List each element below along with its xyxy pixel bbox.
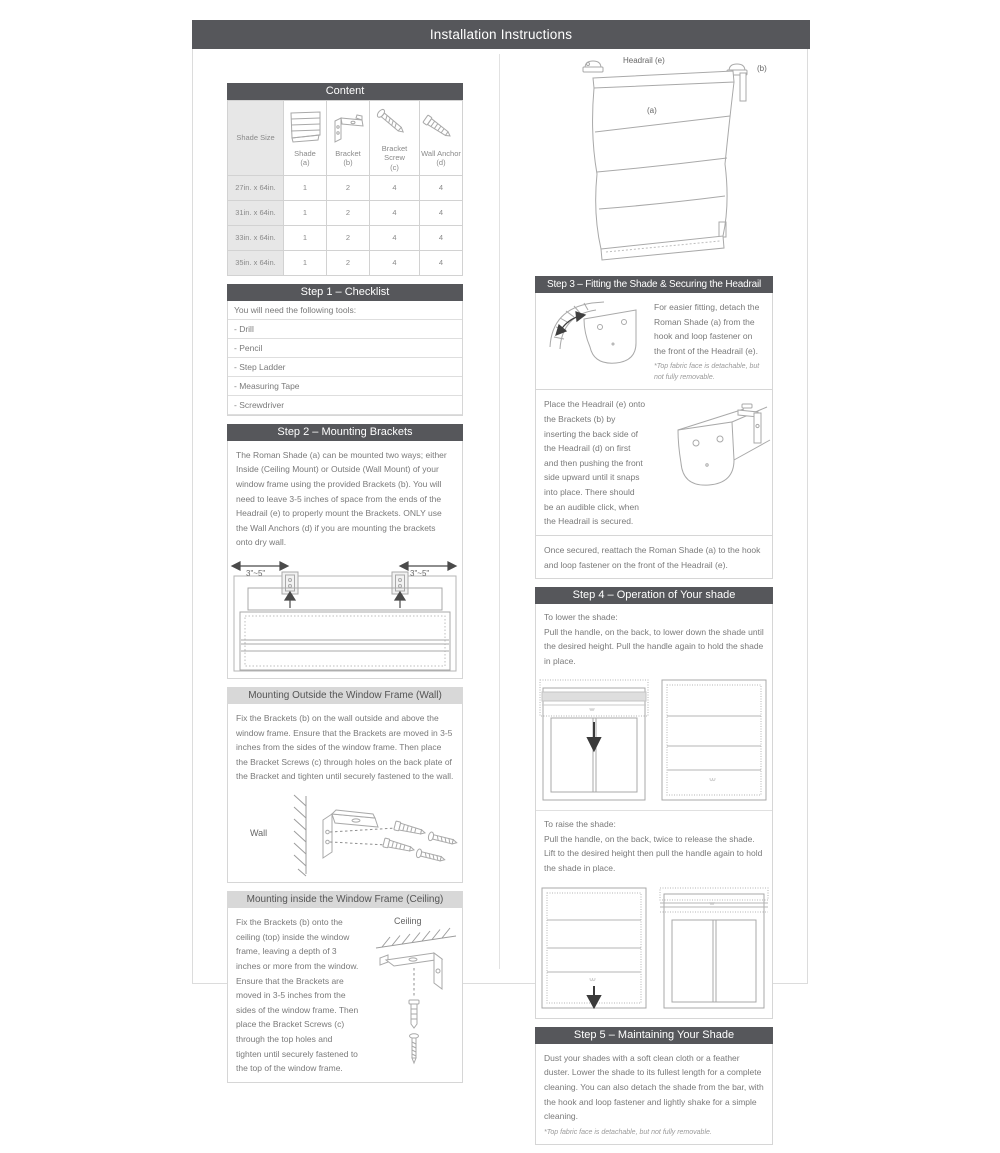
checklist-intro: You will need the following tools: (228, 301, 462, 320)
step1-title: Step 1 – Checklist (227, 284, 463, 301)
column-divider (499, 54, 500, 969)
step3-section (535, 276, 773, 579)
checklist-item: - Measuring Tape (228, 377, 462, 396)
step5-section (535, 1027, 773, 1146)
bracket-b-label: (b) (757, 64, 767, 73)
shade-a-label: (a) (647, 106, 657, 115)
cell-value: 4 (420, 200, 463, 225)
wall-anchor-icon (421, 138, 461, 147)
bracket-screw-column-header: Bracket Screw (c) (370, 101, 420, 176)
step3-detach-text: For easier fitting, detach the Roman Shade (a) from the hook and loop fastener on the front of the Headrail (e). (654, 302, 760, 356)
row-size: 35in. x 64in. (228, 250, 284, 275)
shade-size-header: Shade Size (228, 101, 284, 176)
cell-value: 4 (370, 200, 420, 225)
page-title: Installation Instructions (192, 20, 810, 49)
raise-heading: To raise the shade: (536, 810, 772, 831)
step2-section (227, 424, 463, 679)
step4-title: Step 4 – Operation of Your shade (535, 587, 773, 604)
step4-section (535, 587, 773, 1019)
step2-body: The Roman Shade (a) can be mounted two ways; either Inside (Ceiling Mount) or Outside (Wall Mount) of your window frame using the provided Brackets (b). You will need to leave 3-5 inches of space from the ends of the Headrail (e) to properly mount the Brackets. ONLY use the Wall Anchors (d) if you are mounting the brackets onto dry wall. (236, 449, 447, 548)
gap-label-left: 3"~5" (246, 569, 266, 579)
step5-title: Step 5 – Maintaining Your Shade (535, 1027, 773, 1044)
checklist-item: - Step Ladder (228, 358, 462, 377)
bracket-spacing-diagram (228, 556, 462, 678)
place-headrail-diagram (654, 390, 772, 534)
table-row (228, 250, 463, 275)
instruction-sheet (192, 20, 808, 1136)
ceiling-label: Ceiling (394, 916, 422, 927)
step5-body: Dust your shades with a soft clean cloth or a feather duster. Lower the shade to its fullest length for a complete cleaning. You can also detach the shade from the bar, with the hook and loop fastener and lightly shake for a simple cleaning. (544, 1052, 764, 1122)
cell-value: 1 (284, 200, 327, 225)
content-table (227, 100, 463, 276)
window-shade-raised-arrow-diagram (538, 678, 650, 804)
checklist-item: - Screwdriver (228, 396, 462, 415)
right-column (535, 54, 773, 1153)
left-column (227, 83, 463, 1091)
cell-value: 4 (370, 250, 420, 275)
lower-heading: To lower the shade: (544, 612, 618, 623)
detach-shade-diagram (536, 293, 646, 389)
window-shade-lowered-arrow-diagram (538, 886, 650, 1012)
table-header-row (228, 101, 463, 176)
step5-note: *Top fabric face is detachable, but not fully removable. (544, 1128, 712, 1136)
content-section-title: Content (227, 83, 463, 100)
window-shade-raised-diagram (658, 886, 770, 1012)
cell-value: 4 (370, 225, 420, 250)
lower-text: Pull the handle, on the back, to lower down the shade until the desired height. Pull the handle again to hold the shade in place. (544, 626, 764, 666)
gap-label-right: 3"~5" (410, 569, 430, 579)
table-row (228, 225, 463, 250)
cell-value: 2 (327, 250, 370, 275)
step3-detach-note: *Top fabric face is detachable, but not fully removable. (654, 363, 760, 381)
raise-diagrams (536, 882, 772, 1018)
step3-title: Step 3 – Fitting the Shade & Securing the Headrail (535, 276, 773, 293)
cell-value: 1 (284, 225, 327, 250)
ceiling-mount-title: Mounting inside the Window Frame (Ceiling) (227, 891, 463, 908)
wall-mount-title: Mounting Outside the Window Frame (Wall) (227, 687, 463, 704)
wall-mount-diagram (228, 790, 462, 882)
ceiling-mount-diagram (368, 908, 462, 1082)
table-row (228, 200, 463, 225)
row-size: 33in. x 64in. (228, 225, 284, 250)
bracket-icon (328, 138, 368, 147)
checklist-item: - Drill (228, 320, 462, 339)
wall-anchor-column-header: Wall Anchor (d) (420, 101, 463, 176)
cell-value: 4 (420, 175, 463, 200)
cell-value: 2 (327, 175, 370, 200)
window-shade-lowered-diagram (658, 678, 770, 804)
row-size: 31in. x 64in. (228, 200, 284, 225)
table-row (228, 175, 463, 200)
step1-section (227, 284, 463, 416)
step3-place-text: Place the Headrail (e) onto the Brackets (b) by inserting the back side of the Headrail (d) on first and then pushing the front side upward until it snaps into place. There should be an audible click, when the Headrail is secured. (544, 399, 646, 527)
shade-icon (285, 138, 325, 147)
raise-text: Pull the handle, on the back, twice to release the shade. Lift to the desired height then pull the handle again to hold the shade in place. (544, 833, 763, 874)
shade-column-header: Shade (a) (284, 101, 327, 176)
bracket-column-header: Bracket (b) (327, 101, 370, 176)
row-size: 27in. x 64in. (228, 175, 284, 200)
ceiling-mount-body: Fix the Brackets (b) onto the ceiling (top) inside the window frame, leaving a depth of 3 inches or more from the window. Ensure that the Brackets are moved in 3-5 inches from the sides of the window frame. Then place the Bracket Screws (c) through the top holes and tighten until securely fastened to the top of the window frame. (236, 917, 359, 1074)
wall-mount-section (227, 687, 463, 883)
wall-label: Wall (250, 828, 268, 839)
cell-value: 4 (370, 175, 420, 200)
cell-value: 2 (327, 200, 370, 225)
step2-title: Step 2 – Mounting Brackets (227, 424, 463, 441)
lower-diagrams (536, 674, 772, 810)
headrail-label: Headrail (e) (623, 56, 665, 65)
cell-value: 2 (327, 225, 370, 250)
bracket-screw-icon (375, 133, 415, 142)
ceiling-mount-section (227, 891, 463, 1083)
checklist-item: - Pencil (228, 339, 462, 358)
shade-overview-diagram (535, 54, 773, 268)
content-section (227, 83, 463, 276)
cell-value: 4 (420, 225, 463, 250)
step3-secure-text: Once secured, reattach the Roman Shade (a) to the hook and loop fastener on the front of the Headrail (e). (544, 544, 761, 570)
cell-value: 1 (284, 250, 327, 275)
wall-mount-body: Fix the Brackets (b) on the wall outside and above the window frame. Ensure that the Brackets are moved in 3-5 inches from the sides of the window frame. Then place the Bracket Screws (c) through holes on the back plate of the Bracket and tighten until securely fastened to the wall. (236, 713, 454, 782)
cell-value: 4 (420, 250, 463, 275)
cell-value: 1 (284, 175, 327, 200)
